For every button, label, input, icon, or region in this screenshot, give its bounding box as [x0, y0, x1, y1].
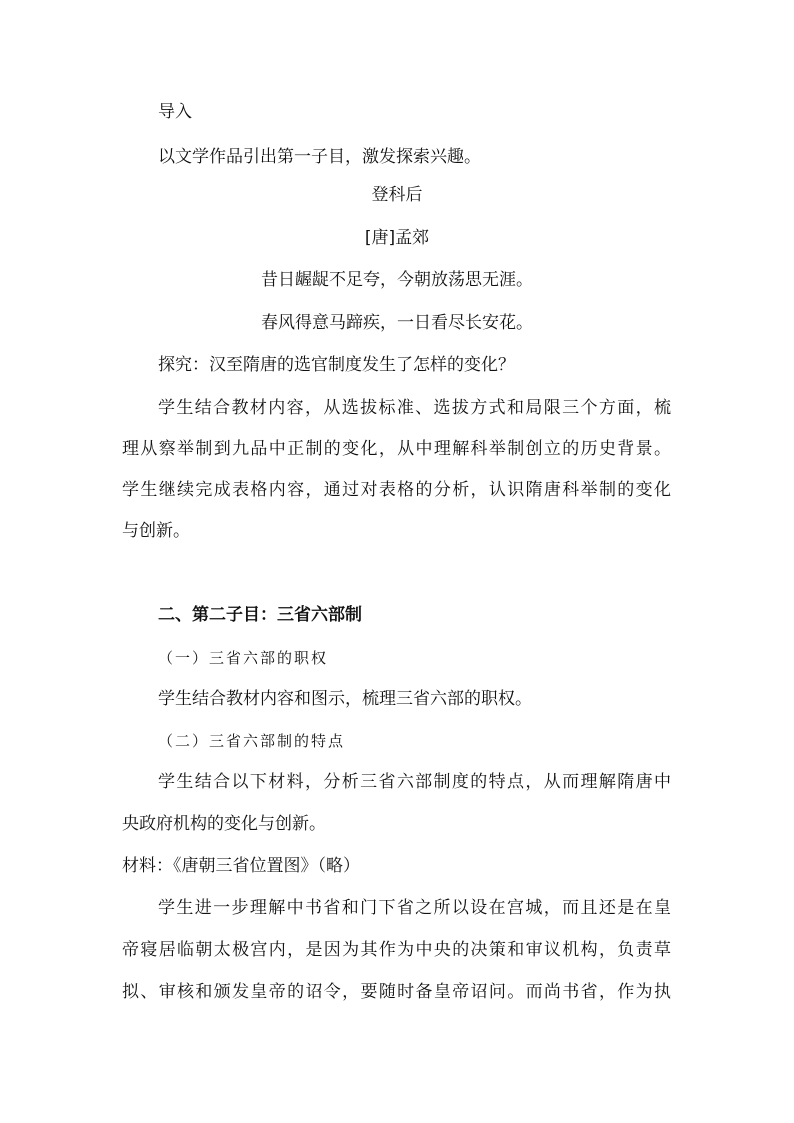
subsection-1-text: 学生结合教材内容和图示，梳理三省六部的职权。: [158, 689, 532, 709]
poem-line-1: 昔日龌龊不足夸，今朝放荡思无涯。: [261, 270, 533, 290]
paragraph-1-line-4: 与创新。: [122, 521, 190, 541]
paragraph-2-line-1: 学生进一步理解中书省和门下省之所以设在宫城，而且还是在皇: [158, 898, 671, 918]
paragraph-2-line-2: 帝寝居临朝太极宫内，是因为其作为中央的决策和审议机构，负责草: [122, 940, 671, 960]
material-label: 材料：《唐朝三省位置图》（略）: [122, 856, 360, 876]
subsection-2-text-line-1: 学生结合以下材料，分析三省六部制度的特点，从而理解隋唐中: [158, 772, 671, 792]
subsection-2-heading: （二）三省六部制的特点: [158, 732, 346, 750]
paragraph-1-line-1: 学生结合教材内容，从选拔标准、选拔方式和局限三个方面，梳: [158, 398, 671, 418]
intro-text: 以文学作品引出第一子目，激发探索兴趣。: [158, 147, 481, 167]
poem-author: [唐]孟郊: [364, 228, 430, 248]
explore-question: 探究：汉至隋唐的选官制度发生了怎样的变化？: [158, 355, 515, 375]
paragraph-1-line-2: 理从察举制到九品中正制的变化，从中理解科举制创立的历史背景。: [122, 439, 671, 459]
poem-title: 登科后: [371, 185, 423, 205]
paragraph-2-line-3: 拟、审核和颁发皇帝的诏令，要随时备皇帝诏问。而尚书省，作为执: [122, 982, 671, 1002]
paragraph-1-line-3: 学生继续完成表格内容，通过对表格的分析，认识隋唐科举制的变化: [122, 480, 671, 500]
section-2-heading: 二、第二子目：三省六部制: [158, 605, 362, 625]
poem-line-2: 春风得意马蹄疾，一日看尽长安花。: [261, 313, 533, 333]
intro-heading: 导入: [158, 102, 192, 122]
subsection-2-text-line-2: 央政府机构的变化与创新。: [122, 814, 326, 834]
subsection-1-heading: （一）三省六部的职权: [158, 649, 329, 667]
